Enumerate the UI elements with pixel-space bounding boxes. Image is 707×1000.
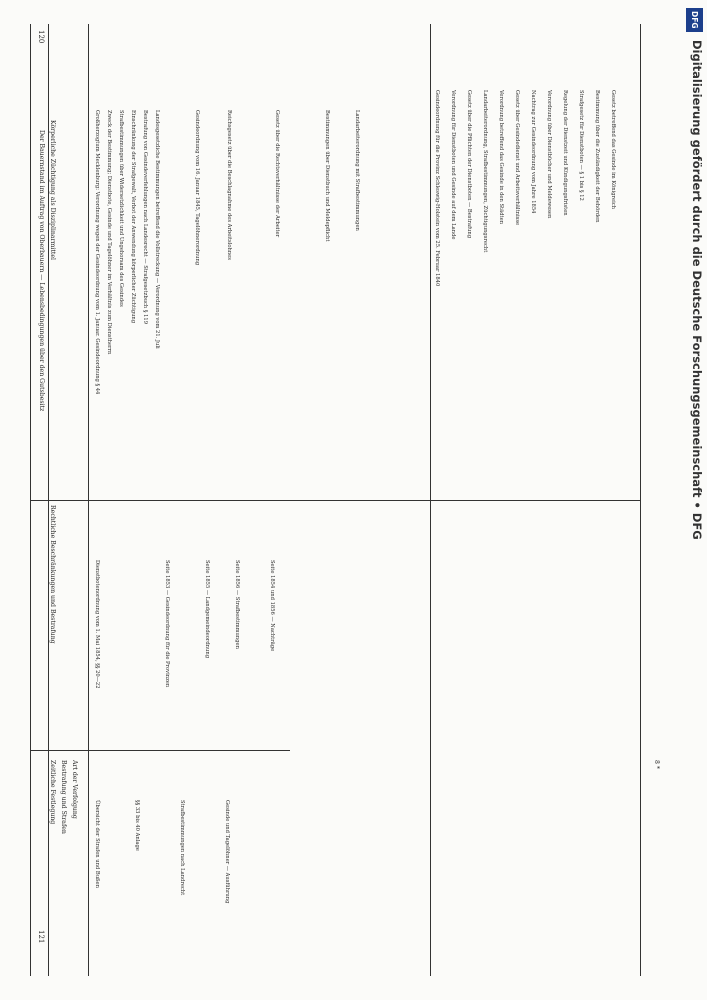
- col-header-right-c: Art der Verfolgung: [71, 760, 78, 819]
- dfg-badge-text: DFG: [690, 11, 699, 29]
- footer-row-9: Regelung der Dienstzeit und Kündigungsfristen: [562, 90, 568, 216]
- footer-row-2: Verordnung für Dienstboten und Gesinde auf dem Lande: [450, 90, 456, 240]
- table-right-1: Übersicht der Strafen und Bußen: [94, 800, 100, 888]
- rule-mid-horizontal: [30, 500, 640, 501]
- footer-row-7: Nachtrag zur Gesindeordnung vom Jahre 1854: [530, 90, 536, 214]
- table-right-3: Strafbestimmungen nach Landrecht: [179, 800, 185, 896]
- footer-row-4: Landarbeiterordnung, Strafbestimmungen, Züchtigungsrecht: [482, 90, 488, 253]
- col-header-mid: Rechtliche Beschränkungen und Bestrafung: [49, 505, 56, 644]
- table-row-2: Seite 1853 — Gesindeordnung für die Provinzen: [164, 560, 170, 688]
- page-number-left: 120: [37, 30, 45, 44]
- page-footer-note: 8 *: [653, 760, 660, 769]
- digitization-credit: [686, 8, 706, 982]
- page-number-right: 121: [37, 930, 45, 944]
- table-row-3: Seite 1855 — Landgemeindeordnung: [204, 560, 210, 659]
- section-b: Zweck der Bestimmung; Dienstbote, Gesinde und Tagelöhner im Verhältnis zum Dienstherrn: [106, 110, 112, 355]
- running-title: Der Bauernstand im Auftrag von Oberbauern — Lebensbedingungen über den Gutsbesitz: [38, 130, 45, 412]
- section-f: Landesgesetzliche Bestimmungen betreffend die Vollstreckung — Verordnung vom 21. Juli: [154, 110, 160, 349]
- mid-b: Bestimmungen über Dienstbuch und Meldepflicht: [324, 110, 330, 242]
- rule-right: [640, 24, 641, 976]
- rule-right-horizontal: [30, 750, 290, 751]
- footer-row-8: Verordnung über Dienstbücher und Meldewesen: [546, 90, 552, 219]
- table-row-4: Seite 1856 — Strafbestimmungen: [234, 560, 240, 649]
- footer-row-11: Bestimmung über die Zuständigkeit der Behörden: [594, 90, 600, 223]
- section-e: Bestrafung von Gesindeverfehlungen nach Landesrecht — Strafgesetzbuch § 119: [142, 110, 148, 325]
- section-d: Einschränkung der Strafgewalt, Verbot der Anwendung körperlicher Züchtigung: [130, 110, 136, 324]
- footer-row-3: Gesetz über die Pflichten der Dienstboten — Bestrafung: [466, 90, 472, 239]
- mid-c: Landarbeiterordnung mit Strafbestimmungen: [354, 110, 360, 231]
- table-row-1: Dienstbotenordnung vom 1. Mai 1854, §§ 20—22: [94, 560, 100, 689]
- footer-row-1: Gesindeordnung für die Provinz Schleswig-Holstein vom 25. Februar 1840: [434, 90, 440, 287]
- col-header-right-a: Zeitliche Festlegung: [49, 760, 56, 825]
- footer-row-12: Gesetz betreffend das Gesinde im Königreich: [610, 90, 616, 210]
- table-right-2: §§ 33 bis 40 Anlage: [134, 800, 140, 851]
- section-a: Großherzogtum Mecklenburg: Verordnung wegen der Gesindeordnung vom 1. Januar. Gesindeordnung § 44: [94, 110, 100, 395]
- col-header-right-b: Bestrafung und Strafen: [60, 760, 67, 834]
- footer-row-6: Gesetz über Gesindedienst und Arbeitsverhältnisse: [514, 90, 520, 226]
- col-header-left: Körperliche Züchtigung als Disziplinarmittel: [49, 120, 56, 260]
- left-col-a: Gesindeordnung vom 16. Januar 1845, Tagelöhnerordnung: [194, 110, 200, 266]
- left-col-b: Reichsgesetz über die Beschlagnahme des Arbeitslohnes: [226, 110, 232, 260]
- section-c: Strafbestimmungen über Widersetzlichkeit und Ungehorsam des Gesindes: [118, 110, 124, 307]
- rule-lower-block: [430, 24, 431, 976]
- mid-a: Gesetz über die Rechtsverhältnisse der Arbeiter: [274, 110, 280, 238]
- table-row-5: Seite 1854 und 1856 — Nachträge: [269, 560, 275, 652]
- digitization-credit-text: Digitalisierung gefördert durch die Deutsche Forschungsgemeinschaft • DFG: [690, 40, 704, 540]
- footer-row-5: Verordnung betreffend das Gesinde in den Städten: [498, 90, 504, 225]
- footer-row-10: Strafgesetz für Dienstboten — § 1 bis § 12: [578, 90, 584, 201]
- table-right-4: Gesinde und Tagelöhner — Ausführung: [224, 800, 230, 904]
